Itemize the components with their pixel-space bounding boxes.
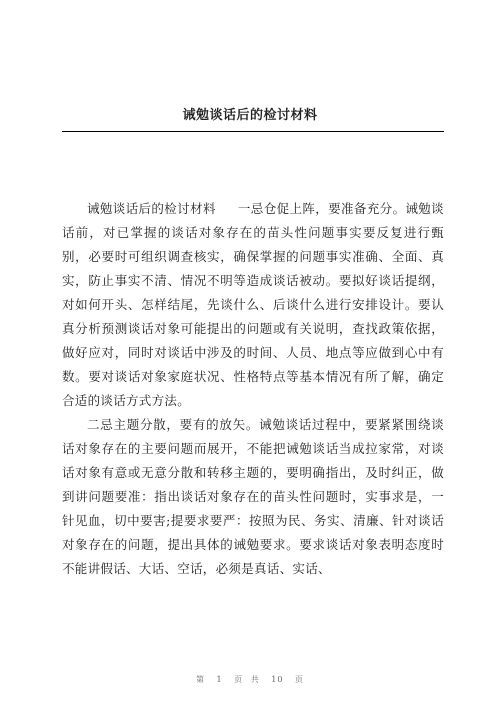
- paragraph-text: 一忌仓促上阵，要准备充分。诫勉谈话前，对已掌握的谈话对象存在的苗头性问题事实要反复进行甄别，必要时可组织调查核实，确保掌握的问题事实准确、全面、真实，防止事实不清、情况不明等造成谈话被动。要拟好谈话提纲，对如何开头、怎样结尾，先谈什么、后谈什么进行安排设计。要认真分析预测谈话对象可能提出的问题或有关说明，查找政策依据，做好应对，同时对谈话中涉及的时间、人员、地点等应做到心中有数。要对谈话对象家庭状况、性格特点等基本情况有所了解，确定合适的谈话方式方法。: [62, 201, 444, 408]
- footer-middle: 页 共: [234, 675, 260, 684]
- paragraph-1: [62, 197, 444, 413]
- document-title: 诫勉谈话后的检讨材料: [182, 108, 318, 123]
- footer-prefix: 第: [195, 675, 205, 684]
- document-body: [62, 197, 444, 581]
- paragraph-text: 二忌主题分散，要有的放矢。诫勉谈话过程中，要紧紧围绕谈话对象存在的主要问题而展开，不能把诫勉谈话当成拉家常，对谈话对象有意或无意分散和转移主题的，要明确指出，及时纠正，做到讲问题要准：指出谈话对象存在的苗头性问题时，实事求是，一针见血，切中要害;提要求要严：按照为民、务实、清廉、针对谈话对象存在的问题，提出具体的诫勉要求。要求谈话对象表明态度时不能讲假话、大话、空话，必须是真话、实话、: [62, 417, 444, 576]
- paragraph-lead: 诫勉谈话后的检讨材料: [87, 201, 216, 216]
- page-footer: [0, 674, 500, 685]
- title-divider: [62, 131, 444, 132]
- footer-total-pages: 10: [271, 675, 284, 684]
- footer-suffix: 页: [295, 675, 304, 684]
- footer-page-number: 1: [216, 675, 223, 684]
- paragraph-2: [62, 413, 444, 581]
